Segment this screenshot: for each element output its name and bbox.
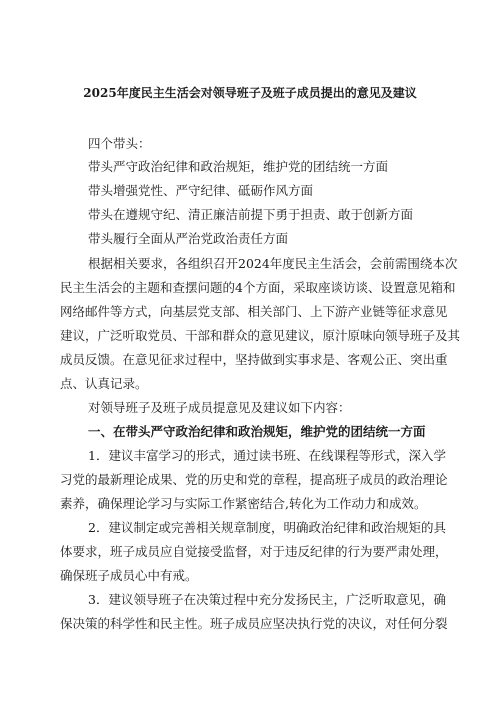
item-3-line: 3．建议领导班子在决策过程中充分发扬民主，广泛听取意见，确 <box>88 592 446 607</box>
lead-in-text: 对领导班子及班子成员提意见及建议如下内容： <box>88 400 351 415</box>
item-2-line: 2．建议制定或完善相关规章制度，明确政治纪律和政治规矩的具 <box>88 520 446 535</box>
item-1-line: 素养，确保理论学习与实际工作紧密结合,转化为工作动力和成效。 <box>60 496 427 511</box>
four-lead-item: 带头增强党性、严守纪律、砥砺作风方面 <box>88 183 314 198</box>
section-heading: 一、在带头严守政治纪律和政治规矩，维护党的团结统一方面 <box>88 424 426 439</box>
four-lead-item: 带头在遵规守纪、清正廉洁前提下勇于担责、敢于创新方面 <box>88 207 414 222</box>
four-lead-item: 带头履行全面从严治党政治责任方面 <box>88 231 289 246</box>
four-lead-item: 带头严守政治纪律和政治规矩，维护党的团结统一方面 <box>88 159 389 174</box>
intro-line: 网络邮件等方式，向基层党支部、相关部门、上下游产业链等征求意见 <box>60 304 448 319</box>
item-3-line: 保决策的科学性和民主性。班子成员应坚决执行党的决议，对任何分裂 <box>60 616 448 631</box>
document-title: 2025年度民主生活会对领导班子及班子成员提出的意见及建议 <box>83 86 417 100</box>
four-lead-heading: 四个带头： <box>88 136 151 151</box>
item-2-line: 确保班子成员心中有戒。 <box>60 568 198 583</box>
intro-line: 建议，广泛听取党员、干部和群众的意见建议，原汁原味向领导班子及其 <box>60 328 461 343</box>
item-1-line: 习党的最新理论成果、党的历史和党的章程，提高班子成员的政治理论 <box>60 472 448 487</box>
intro-line: 成员反馈。在意见征求过程中，坚持做到实事求是、客观公正、突出重 <box>60 352 448 367</box>
item-2-line: 体要求，班子成员应自觉接受监督，对于违反纪律的行为要严肃处理， <box>60 544 448 559</box>
intro-line: 点、认真记录。 <box>60 376 148 391</box>
item-1-line: 1．建议丰富学习的形式，通过读书班、在线课程等形式，深入学 <box>88 448 446 463</box>
intro-line: 根据相关要求，各组织召开2024年度民主生活会，会前需围绕本次 <box>88 256 458 271</box>
intro-line: 民主生活会的主题和查摆问题的4个方面，采取座谈访谈、设置意见箱和 <box>60 280 456 295</box>
